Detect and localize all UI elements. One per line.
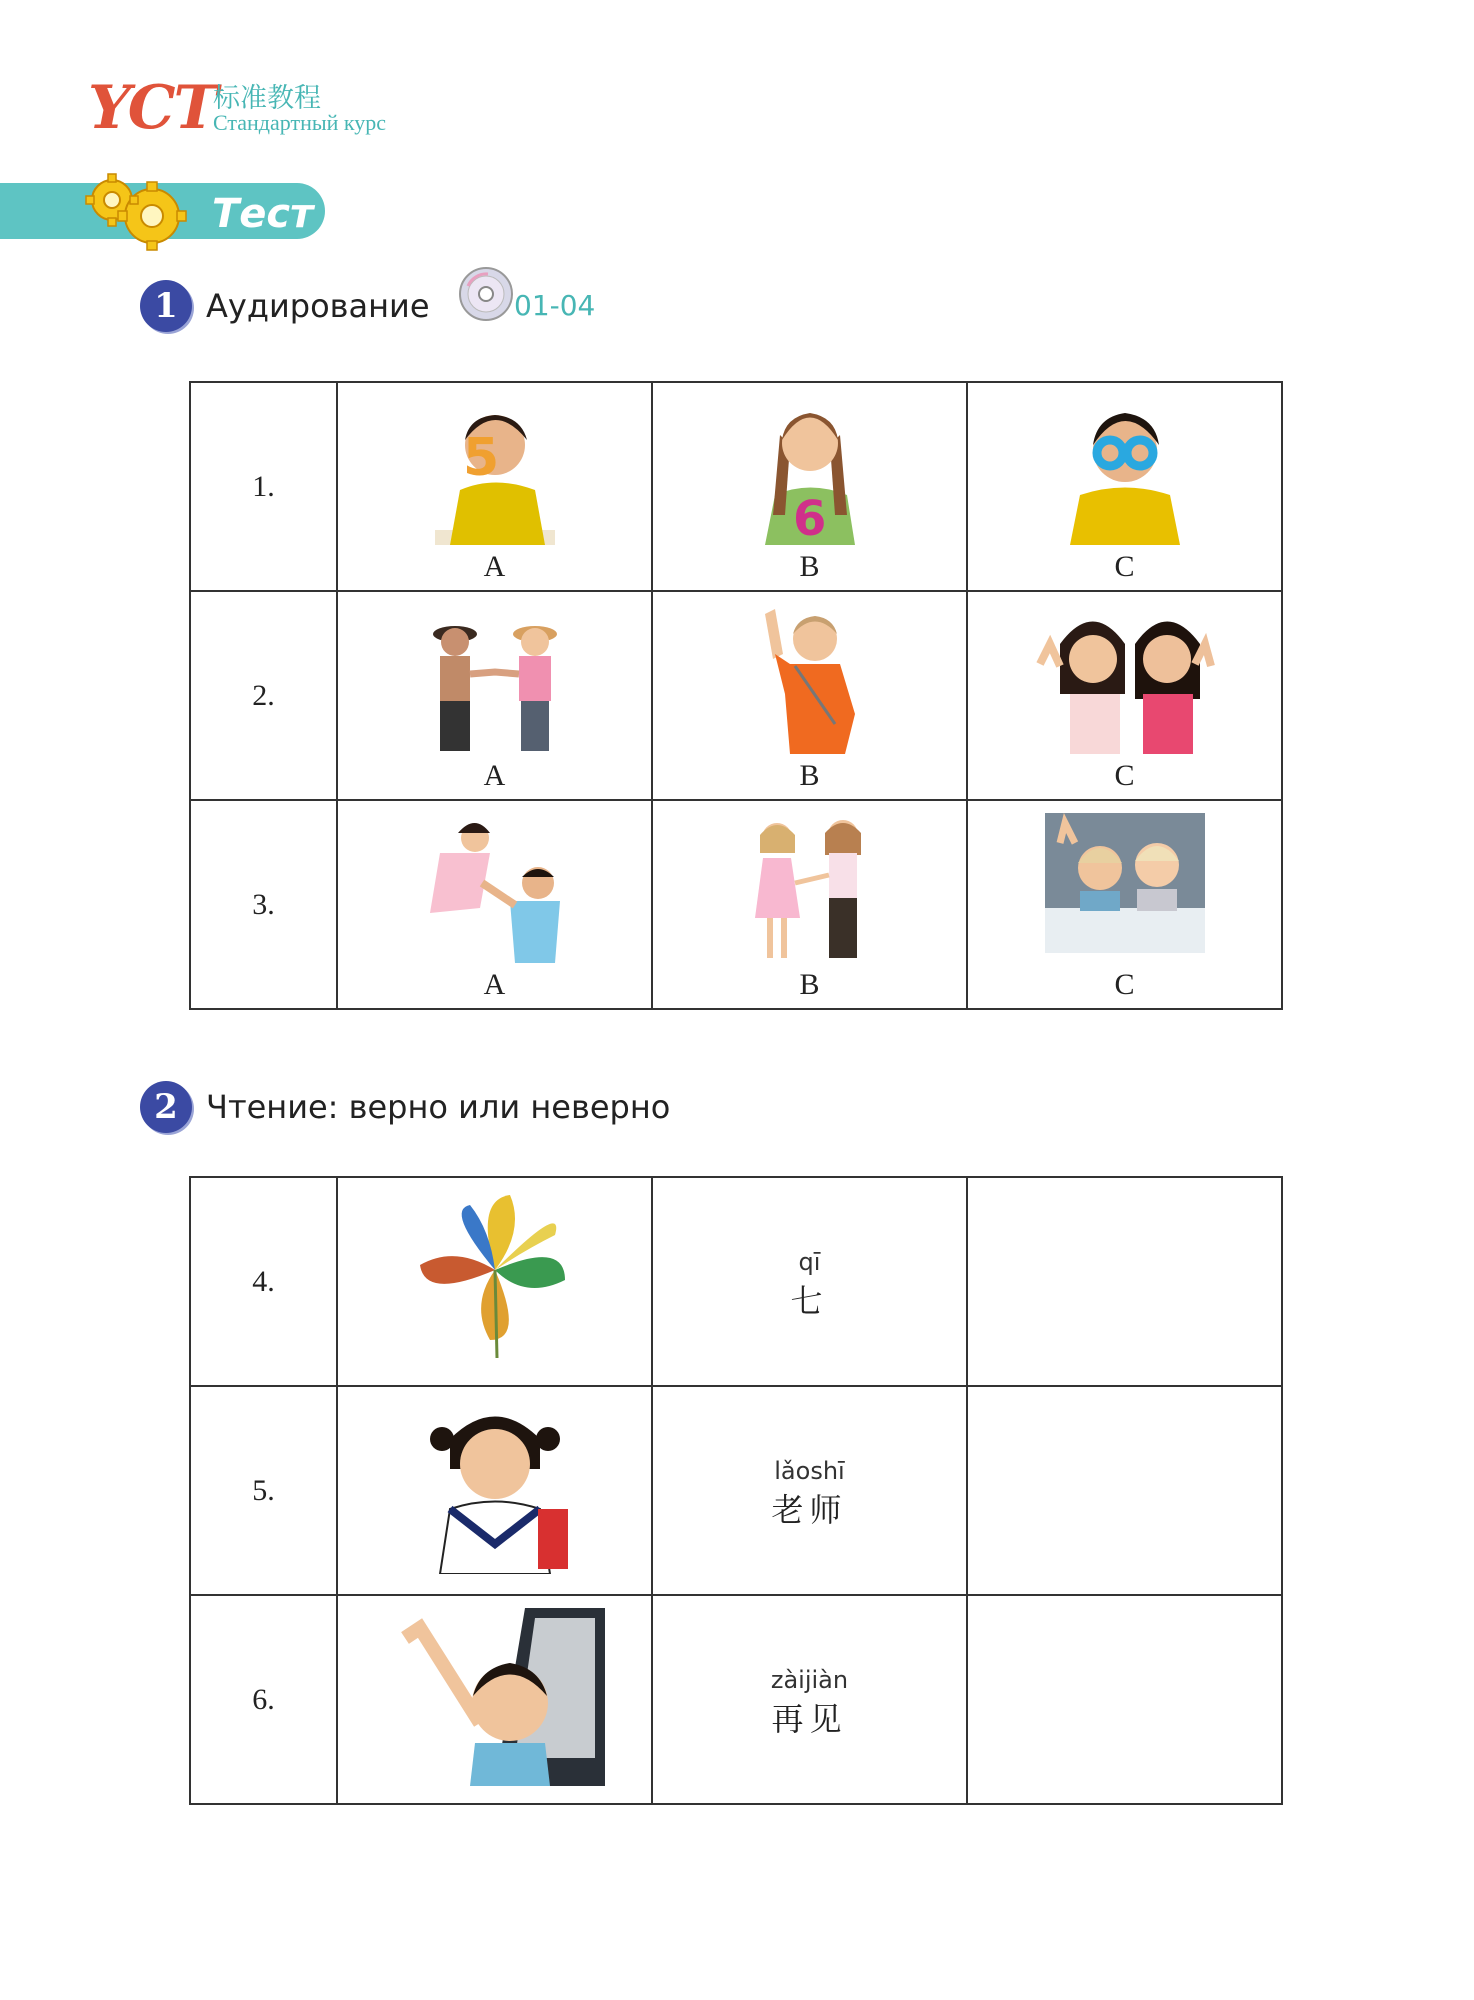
- logo-russian: Стандартный курс: [213, 110, 387, 135]
- section-1-title: Аудирование: [206, 287, 430, 325]
- option-cell[interactable]: [652, 591, 967, 800]
- picture-cell: [337, 1177, 652, 1386]
- section-2-heading: [140, 1081, 670, 1133]
- kids-shaking-hands-image: [415, 604, 575, 754]
- listening-table: [189, 381, 1283, 1010]
- option-cell[interactable]: [967, 382, 1282, 591]
- table-row: [190, 1595, 1282, 1804]
- option-letter: A: [483, 550, 506, 583]
- pinyin: qī: [798, 1248, 821, 1276]
- answer-cell[interactable]: [967, 1595, 1282, 1804]
- cd-icon: [458, 266, 514, 322]
- hanzi: 再见: [771, 1700, 848, 1738]
- table-row: [190, 800, 1282, 1009]
- girl-with-backpack-image: [420, 1399, 570, 1574]
- father-lifting-girl-image: [420, 813, 570, 963]
- section-1-number: 1: [140, 280, 192, 332]
- section-2-number: 2: [140, 1081, 192, 1133]
- option-letter: C: [1114, 550, 1135, 583]
- answer-cell[interactable]: [967, 1177, 1282, 1386]
- row-number: 6.: [190, 1595, 337, 1804]
- reading-table: [189, 1176, 1283, 1805]
- option-letter: C: [1114, 968, 1135, 1001]
- boy-waving-from-car-image: [385, 1608, 605, 1786]
- pinwheel-image: [415, 1190, 575, 1360]
- boy-waving-image: [745, 604, 875, 754]
- logo-mark: YCT: [88, 73, 217, 143]
- audio-track[interactable]: [458, 266, 595, 322]
- word-cell: [652, 1177, 967, 1386]
- row-number: 1.: [190, 382, 337, 591]
- option-cell[interactable]: [652, 382, 967, 591]
- table-row: [190, 382, 1282, 591]
- option-cell[interactable]: [337, 800, 652, 1009]
- option-cell[interactable]: [967, 591, 1282, 800]
- banner-title: Тест: [212, 191, 314, 237]
- logo-chinese: 标准教程: [213, 83, 321, 114]
- two-girls-holding-hands-image: [745, 813, 875, 963]
- boy-holding-eight-image: [1065, 395, 1185, 545]
- pinyin: zàijiàn: [770, 1666, 849, 1694]
- row-number: 5.: [190, 1386, 337, 1595]
- table-row: [190, 1177, 1282, 1386]
- pinyin: lǎoshī: [774, 1457, 845, 1485]
- answer-cell[interactable]: [967, 1386, 1282, 1595]
- option-cell[interactable]: [337, 591, 652, 800]
- kids-in-car-window-image: [1045, 813, 1205, 953]
- hanzi: 老师: [771, 1491, 848, 1529]
- option-letter: B: [799, 550, 820, 583]
- hanzi: 七: [790, 1282, 829, 1320]
- row-number: 2.: [190, 591, 337, 800]
- boy-holding-five-image: [435, 395, 555, 545]
- gears-icon: [80, 170, 190, 252]
- option-letter: B: [799, 759, 820, 792]
- track-number: 01-04: [514, 289, 596, 322]
- word-cell: [652, 1386, 967, 1595]
- two-girls-waving-image: [1025, 604, 1225, 754]
- table-row: [190, 1386, 1282, 1595]
- option-letter: C: [1114, 759, 1135, 792]
- girl-holding-six-image: [755, 395, 865, 545]
- row-number: 3.: [190, 800, 337, 1009]
- option-cell[interactable]: [337, 382, 652, 591]
- section-2-title: Чтение: верно или неверно: [206, 1088, 671, 1126]
- picture-cell: [337, 1595, 652, 1804]
- table-row: [190, 591, 1282, 800]
- option-cell[interactable]: [967, 800, 1282, 1009]
- option-letter: A: [483, 968, 506, 1001]
- option-letter: A: [483, 759, 506, 792]
- section-1-heading: [140, 280, 430, 332]
- word-cell: [652, 1595, 967, 1804]
- row-number: 4.: [190, 1177, 337, 1386]
- option-cell[interactable]: [652, 800, 967, 1009]
- svg-text:6: 6: [792, 491, 826, 545]
- picture-cell: [337, 1386, 652, 1595]
- svg-text:5: 5: [462, 428, 499, 488]
- option-letter: B: [799, 968, 820, 1001]
